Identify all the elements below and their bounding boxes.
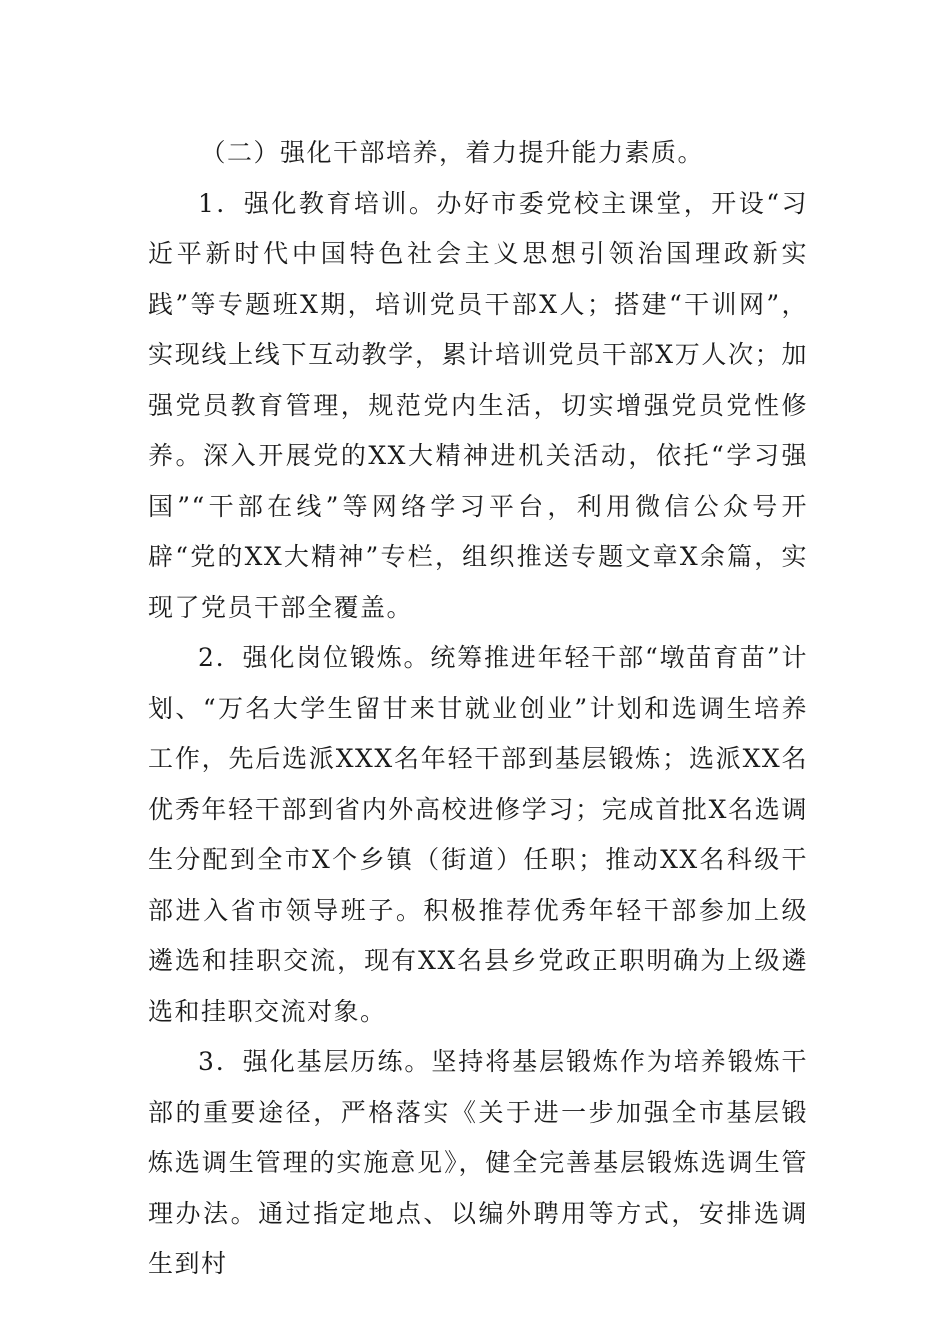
- section-heading: （二）强化干部培养，着力提升能力素质。: [200, 138, 705, 167]
- paragraph-grassroots-training: 3．强化基层历练。坚持将基层锻炼作为培养锻炼干部的重要途径，严格落实《关于进一步加强全市基层锻炼选调生管理的实施意见》，健全完善基层锻炼选调生管理办法。通过指定地点、以编外聘用等方式，安排选调生到村: [148, 1047, 808, 1278]
- paragraph-education-training: 1．强化教育培训。办好市委党校主课堂，开设“习近平新时代中国特色社会主义思想引领治国理政新实践”等专题班X期，培训党员干部X人；搭建“干训网”，实现线上线下互动教学，累计培训党员干部X万人次；加强党员教育管理，规范党内生活，切实增强党员党性修养。深入开展党的XX大精神进机关活动，依托“学习强国”“干部在线”等网络学习平台，利用微信公众号开辟“党的XX大精神”专栏，组织推送专题文章X余篇，实现了党员干部全覆盖。: [148, 188, 808, 622]
- paragraph-post-training: 2．强化岗位锻炼。统筹推进年轻干部“墩苗育苗”计划、“万名大学生留甘来甘就业创业”计划和选调生培养工作，先后选派XXX名年轻干部到基层锻炼；选派XX名优秀年轻干部到省内外高校进修学习；完成首批X名选调生分配到全市X个乡镇（街道）任职；推动XX名科级干部进入省市领导班子。积极推荐优秀年轻干部参加上级遴选和挂职交流，现有XX名县乡党政正职明确为上级遴选和挂职交流对象。: [148, 643, 808, 1026]
- document-body: [148, 128, 808, 1290]
